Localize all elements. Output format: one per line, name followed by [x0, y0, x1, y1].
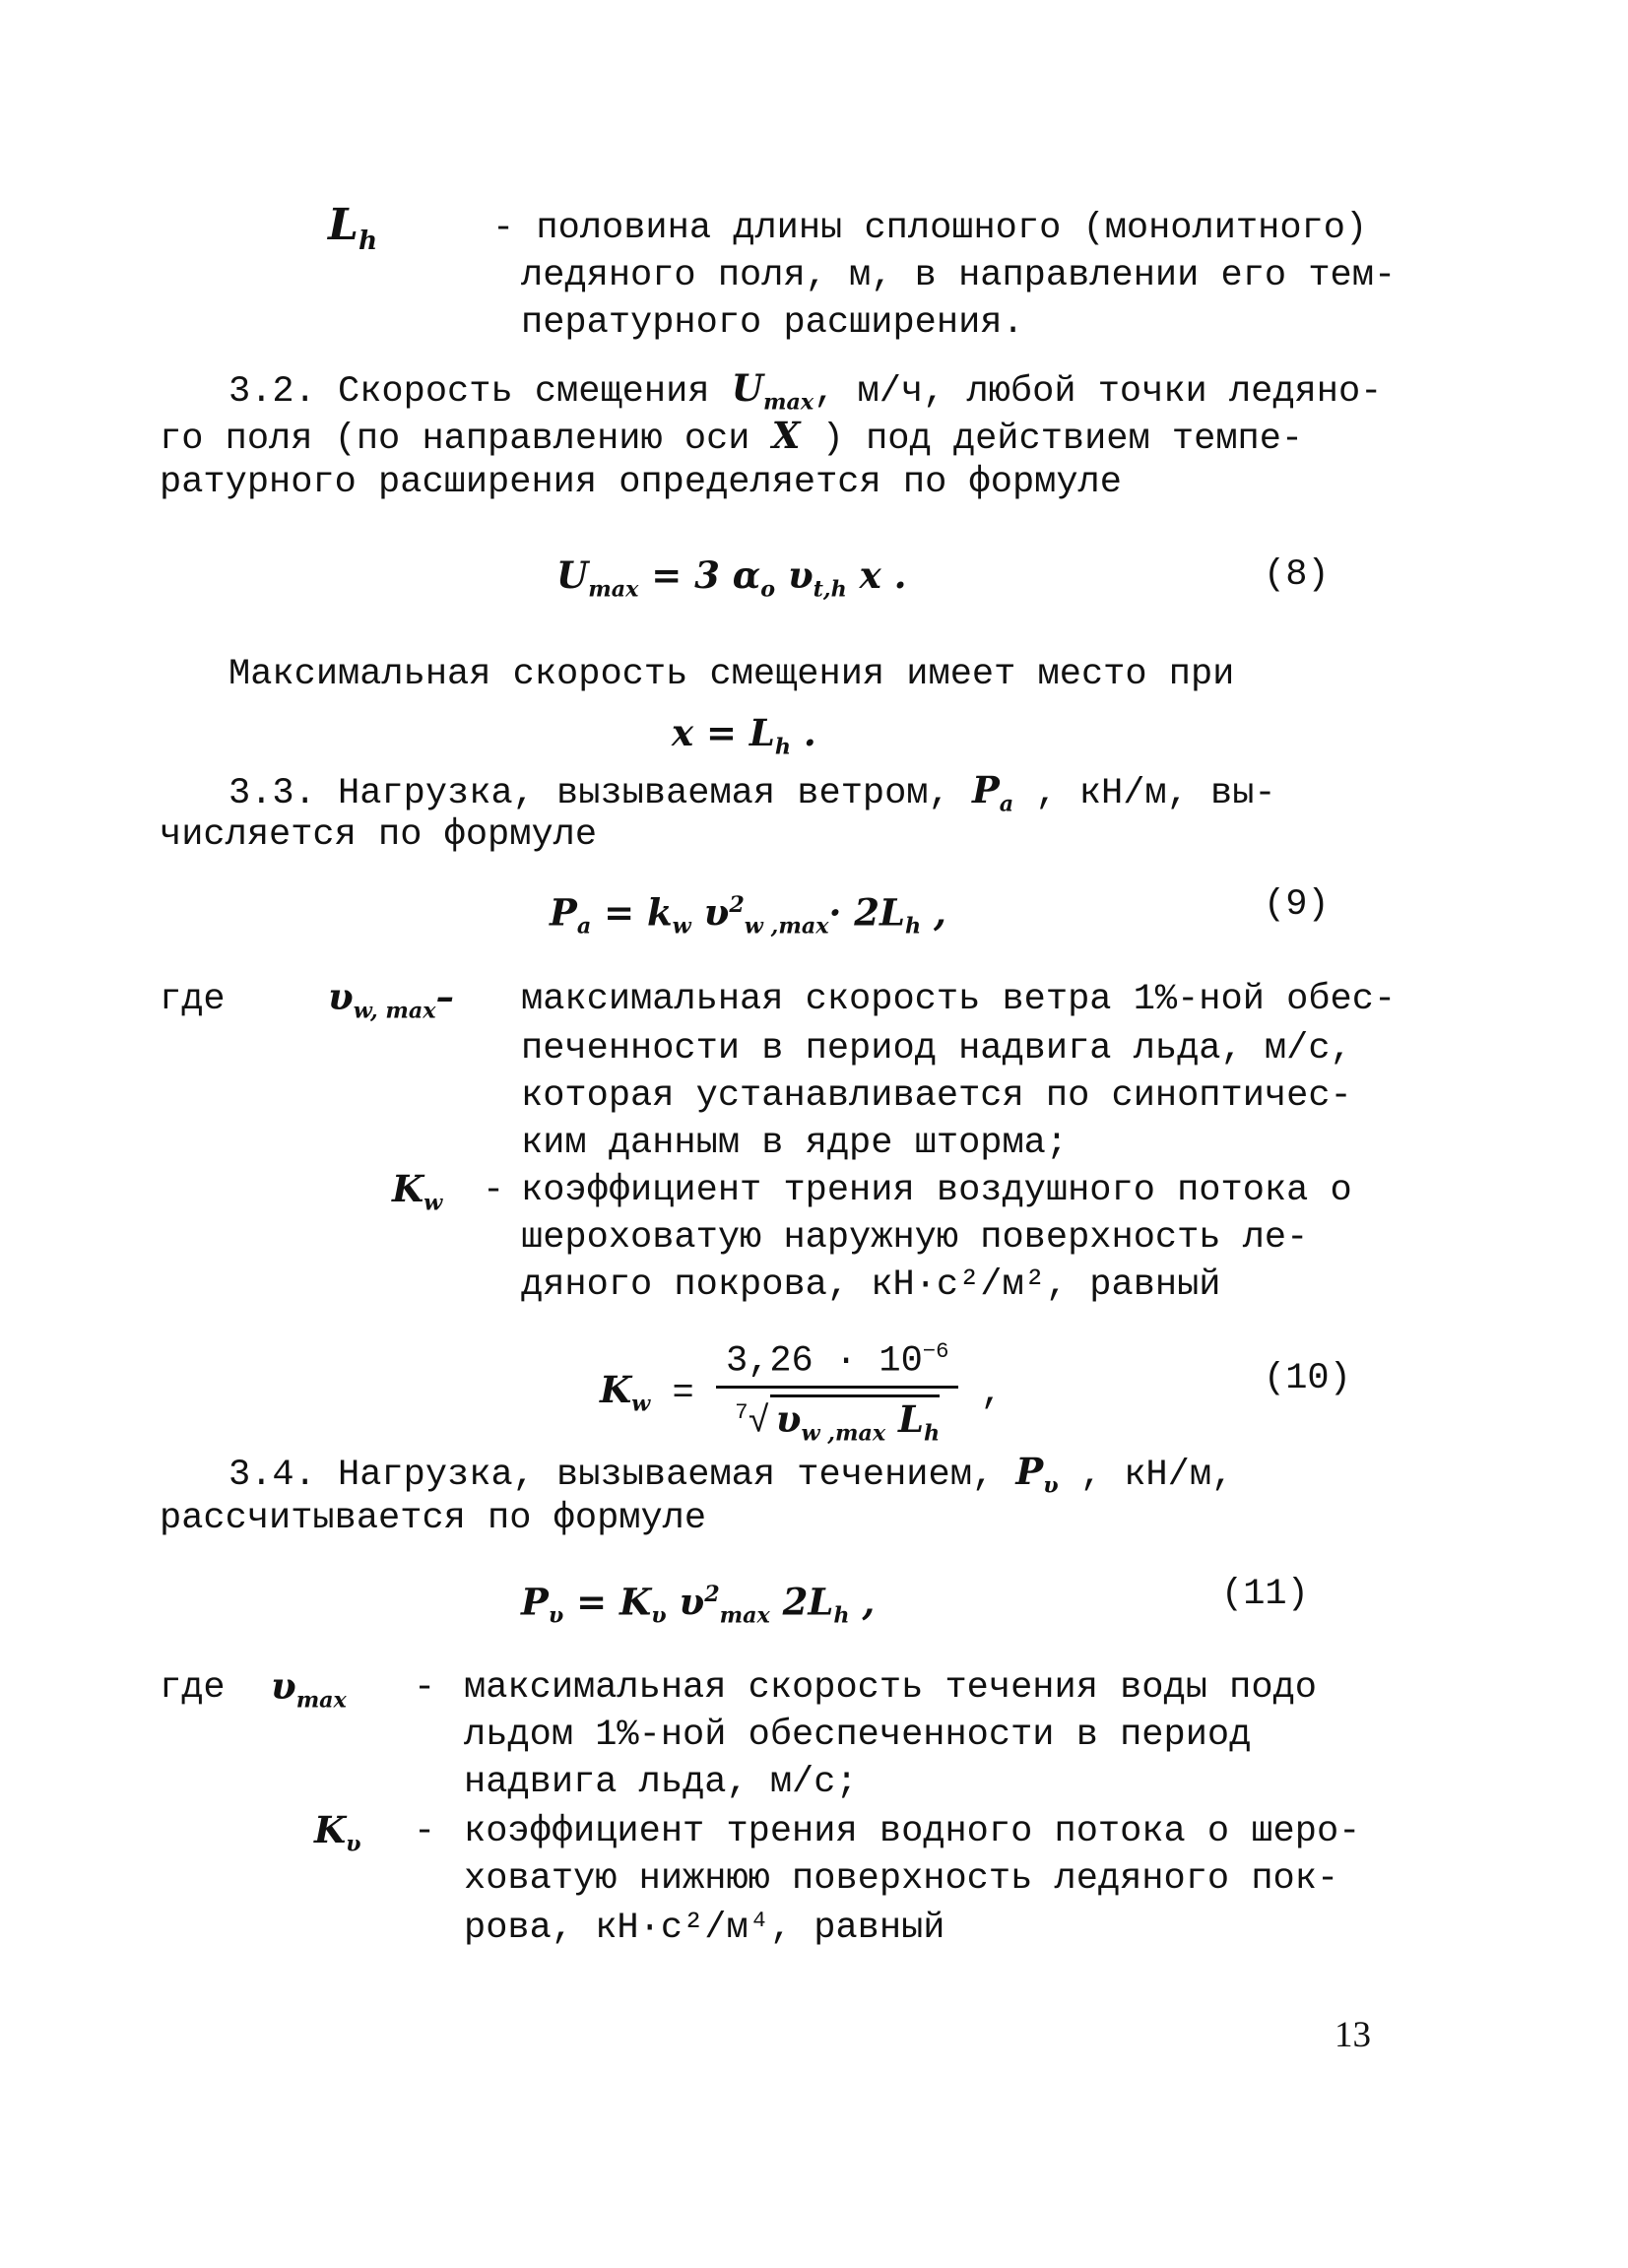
where2-line-2: льдом 1%-ной обеспеченности в период — [464, 1715, 1252, 1756]
para-3-3-line-1: 3.3. Нагрузка, вызываемая ветром, $P_a$ , кН/м, вы- — [228, 768, 1276, 817]
formula-11: $P_\upsilon = K_\upsilon$ $\upsilon^2_{max}$ $2L_h$ , — [521, 1580, 876, 1629]
where2-line-1: максимальная скорость течения воды подо — [464, 1667, 1317, 1709]
where1-line-4: ким данным в ядре шторма; — [521, 1123, 1069, 1164]
where1-symbol: $\upsilon_{w, max}-$ — [328, 975, 455, 1024]
where2-dash: - — [414, 1667, 436, 1709]
para-3-4-line-2: рассчитывается по формуле — [160, 1498, 707, 1539]
max-note-formula: $x = L_h$ . — [672, 711, 816, 760]
para-3-2-line-2: го поля (по направлению оси X ) под действием темпе- — [160, 414, 1304, 460]
formula-8: $U_{max} = 3$ $\alpha_o$ $\upsilon_{t,h}$ x . — [556, 553, 907, 603]
where-label-1: где — [160, 979, 226, 1020]
para-3-2-line-1: 3.2. Скорость смещения $U_{max}$, м/ч, любой точки ледяно- — [228, 366, 1383, 416]
lh-def-line-3: пературного расширения. — [521, 302, 1024, 344]
para-3-3-line-2: числяется по формуле — [160, 814, 598, 856]
where2-symbol: $\upsilon_{max}$ — [271, 1664, 347, 1714]
where-label-2: где — [160, 1667, 226, 1709]
kw-line-2: шероховатую наружную поверхность ле- — [521, 1217, 1309, 1259]
max-note-text: Максимальная скорость смещения имеет место при — [228, 654, 1235, 695]
where1-line-2: печенности в период надвига льда, м/с, — [521, 1028, 1352, 1069]
formula-8-number: (8) — [1264, 554, 1330, 596]
lh-def-line-1: - половина длины сплошного (монолитного) — [492, 208, 1368, 249]
kw-dash: - — [483, 1170, 505, 1211]
kw-symbol: $K_w$ — [392, 1167, 443, 1216]
kv-dash: - — [414, 1811, 436, 1852]
kv-line-2: ховатую нижнюю поверхность ледяного пок- — [464, 1858, 1339, 1900]
formula-9-number: (9) — [1264, 884, 1330, 926]
para-3-2-line-3: ратурного расширения определяется по формуле — [160, 462, 1122, 503]
formula-11-number: (11) — [1221, 1574, 1309, 1615]
where2-line-3: надвига льда, м/с; — [464, 1762, 858, 1803]
formula-9: $P_a = k_w$ $\upsilon^2_{w ,max}\cdot 2L_h$ , — [550, 890, 946, 940]
where1-line-1: максимальная скорость ветра 1%-ной обес- — [521, 979, 1397, 1020]
kv-symbol: $K_\upsilon$ — [314, 1808, 361, 1857]
where1-line-3: которая устанавливается по синоптичес- — [521, 1075, 1352, 1117]
kw-line-3: дяного покрова, кН·с²/м², равный — [521, 1264, 1221, 1306]
formula-10-fraction: $\frac{3,26 \cdot 10^{-6}}{^7√ \upsilon_{w ,max} L_h}$ — [716, 1328, 958, 1458]
para-3-4-line-1: 3.4. Нагрузка, вызываемая течением, $P_\upsilon$ , кН/м, — [228, 1450, 1234, 1499]
lh-def-line-2: ледяного поля, м, в направлении его тем- — [521, 255, 1397, 296]
formula-10: $K_w$ = $\frac{3,26 \cdot 10^{-6}}{^7√ \upsilon_{w ,max} L_h}$ , — [600, 1328, 1003, 1458]
kv-line-1: коэффициент трения водного потока о шеро- — [464, 1811, 1361, 1852]
formula-10-number: (10) — [1264, 1358, 1351, 1399]
kv-line-3: рова, кН·с²/м⁴, равный — [464, 1908, 945, 1949]
kw-line-1: коэффициент трения воздушного потока о — [521, 1170, 1352, 1211]
lh-symbol: $L_h$ — [328, 200, 378, 256]
page-number: 13 — [1335, 2015, 1371, 2055]
